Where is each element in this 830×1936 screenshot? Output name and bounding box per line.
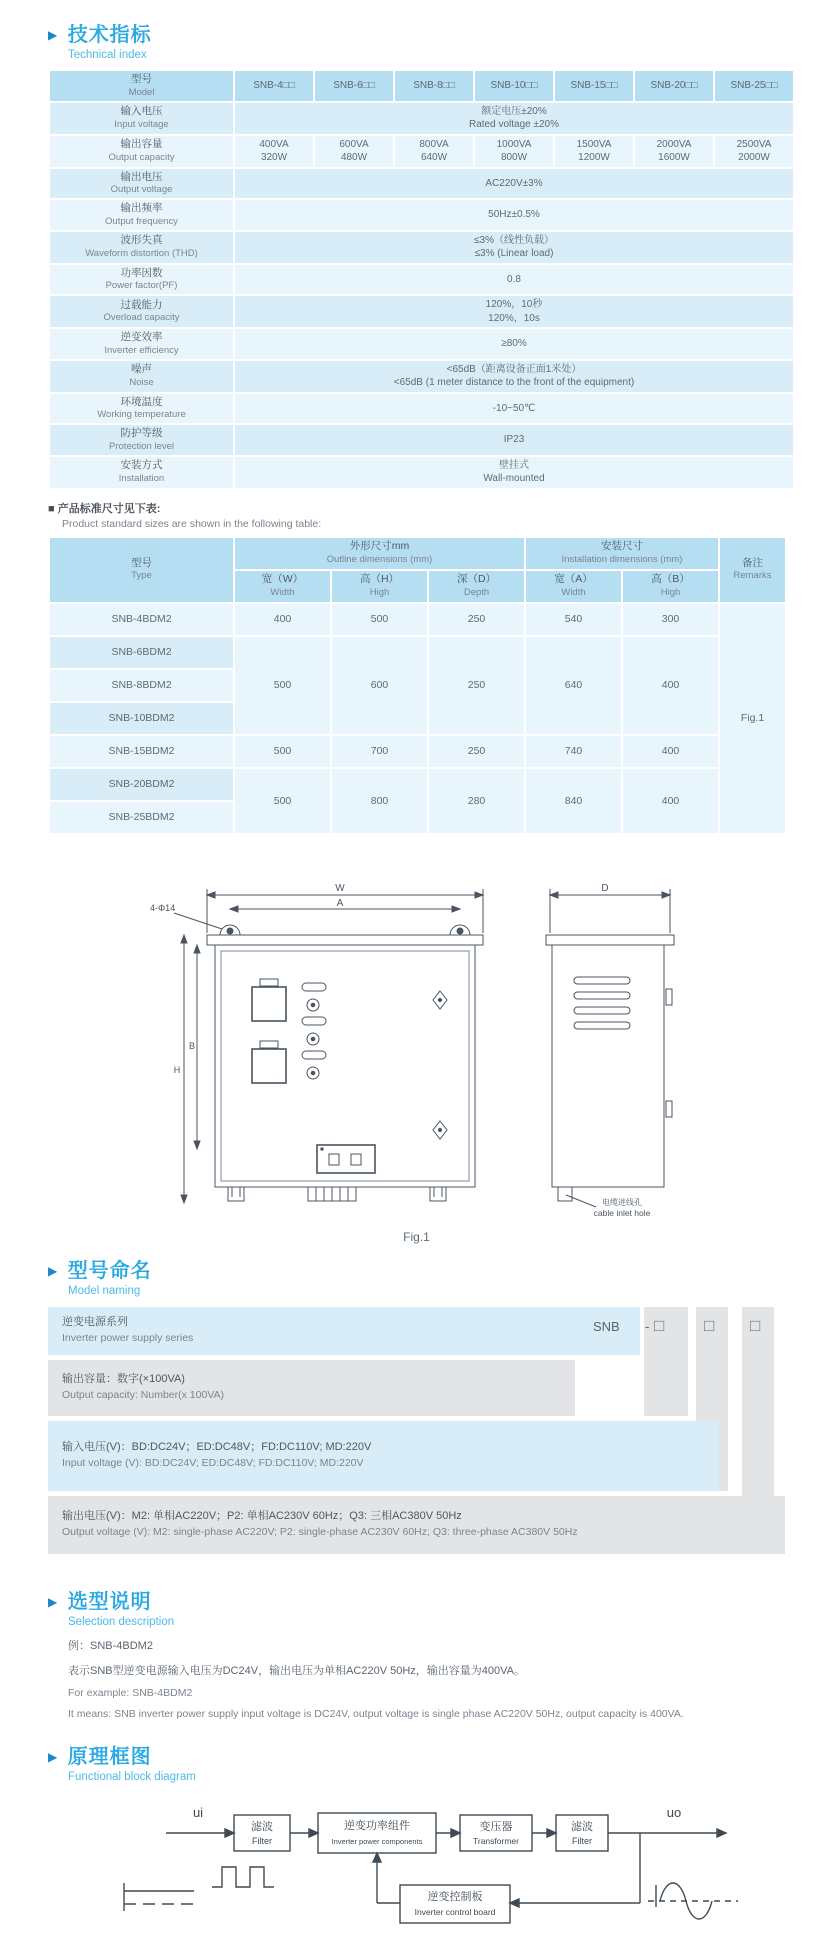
label-cn: 输出频率 [120, 202, 163, 215]
label-cn: 型号 [131, 73, 152, 85]
block-control-cn: 逆变控制板 [427, 1890, 483, 1903]
spec-row-pf [50, 265, 793, 295]
block-filter2-cn: 滤波 [571, 1820, 593, 1833]
block-diagram-svg [108, 1791, 758, 1931]
capacity-cell [635, 136, 713, 167]
block-power-cn: 逆变功率组件 [344, 1819, 410, 1832]
spec-value-cell [235, 329, 793, 359]
naming-cn: 逆变电源系列 [62, 1316, 128, 1329]
block-diagram [108, 1791, 785, 1936]
dim-col-header [623, 571, 718, 602]
dim-cell: 800 [332, 769, 427, 833]
label-cn: 深（D） [456, 573, 497, 586]
spec-value-cell [235, 265, 793, 295]
section-subtitle: Functional block diagram [68, 1770, 196, 1783]
model-code: SNB [593, 1318, 620, 1334]
dim-row [50, 604, 785, 635]
label-en: Model [128, 86, 155, 98]
spec-row-input-voltage [50, 103, 793, 134]
capacity-cell [395, 136, 473, 167]
type-cell: SNB-4BDM2 [50, 604, 233, 635]
label-en: Input voltage [114, 118, 169, 130]
dim-label-b: B [188, 1040, 195, 1051]
label-en: Depth [463, 586, 490, 598]
value-line: <65dB（距离设备正面1米处） [446, 363, 582, 375]
capacity-cell [715, 136, 793, 167]
block-transformer-cn: 变压器 [479, 1820, 513, 1833]
dim-cell: 300 [623, 604, 718, 635]
spec-row-noise [50, 361, 793, 392]
section-technical-index-header [48, 18, 785, 61]
spec-label-cell [50, 425, 233, 455]
naming-cn: 输出电压(V)：M2: 单相AC220V；P2: 单相AC230V 60Hz；Q3: 三相AC380V 50Hz [62, 1510, 462, 1523]
dim-cell: 400 [623, 637, 718, 734]
type-cell: SNB-6BDM2 [50, 637, 233, 668]
type-cell: SNB-10BDM2 [50, 703, 233, 734]
dim-install-header [526, 538, 718, 569]
label-en: Working temperature [97, 409, 186, 421]
w: 480W [340, 152, 368, 164]
value-line: 50Hz±0.5% [488, 209, 540, 221]
spec-value-cell [235, 169, 793, 199]
va: 2000VA [656, 138, 692, 150]
w: 1600W [658, 152, 690, 164]
va: 2500VA [736, 138, 772, 150]
label-en: Power factor(PF) [105, 280, 178, 292]
section-title: 原理框图 [67, 1745, 152, 1768]
cabinet-drawing [122, 849, 712, 1226]
model-header-cell: SNB-20□□ [635, 71, 713, 101]
label-cn: 输入电压 [120, 105, 163, 118]
dim-cell: 500 [235, 736, 330, 767]
dim-cell: 840 [526, 769, 621, 833]
value-line: <65dB (1 meter distance to the front of the equipment) [393, 377, 635, 389]
dim-cell: 400 [623, 736, 718, 767]
spec-label-cell [50, 232, 233, 263]
value-line: 0.8 [507, 273, 521, 285]
naming-diagram [48, 1307, 785, 1563]
section-arrow-icon: ▶ [48, 1749, 58, 1764]
spec-row-output-voltage [50, 169, 793, 199]
capacity-cell [555, 136, 633, 167]
dim-row [50, 736, 785, 767]
dim-cell: 400 [235, 604, 330, 635]
dim-cell: 500 [235, 769, 330, 833]
dim-cell: 500 [332, 604, 427, 635]
label-cn: 逆变效率 [120, 331, 163, 344]
label-cn: 外形尺寸mm [349, 540, 410, 553]
label-cn: 备注 [742, 556, 764, 569]
spec-label-cell [50, 200, 233, 230]
block-control-en: Inverter control board [414, 1906, 496, 1917]
spec-label-cell [50, 457, 233, 488]
section-model-naming-header [48, 1254, 785, 1297]
section-block-diagram-header [48, 1740, 785, 1783]
spec-label-cell [50, 296, 233, 327]
va: 400VA [259, 138, 289, 150]
naming-cn: 输入电压(V)：BD:DC24V；ED:DC48V；FD:DC110V; MD:220V [62, 1441, 372, 1454]
model-header-cell: SNB-4□□ [235, 71, 313, 101]
section-arrow-icon: ▶ [48, 1594, 58, 1609]
spec-label-cell [50, 265, 233, 295]
naming-row-output-voltage [48, 1496, 785, 1554]
model-code-box: □ [704, 1315, 715, 1335]
spec-row-protection [50, 425, 793, 455]
section-title: 型号命名 [67, 1259, 152, 1282]
section-subtitle: Technical index [68, 49, 147, 61]
model-header-cell: SNB-15□□ [555, 71, 633, 101]
naming-en: Inverter power supply series [62, 1331, 194, 1344]
selection-line: For example: SNB-4BDM2 [68, 1686, 193, 1699]
dim-label-w: W [334, 882, 345, 894]
w: 2000W [738, 152, 770, 164]
value-line: ≤3% (Linear load) [474, 248, 554, 260]
type-cell: SNB-8BDM2 [50, 670, 233, 701]
spec-row-frequency [50, 200, 793, 230]
value-line: 120%，10s [488, 312, 540, 324]
dim-outline-header [235, 538, 524, 569]
va: 1000VA [496, 138, 532, 150]
page-content [48, 0, 785, 1936]
value-line: AC220V±3% [485, 177, 543, 189]
label-en: Outline dimensions (mm) [326, 553, 433, 565]
dim-cell: 700 [332, 736, 427, 767]
va: 800VA [419, 138, 449, 150]
label-en: Width [270, 586, 295, 598]
type-cell: SNB-25BDM2 [50, 802, 233, 833]
naming-en: Output voltage (V): M2: single-phase AC220V; P2: single-phase AC230V 60Hz; Q3: three-phase AC380V 50Hz [62, 1525, 578, 1538]
naming-row-input-voltage [48, 1421, 719, 1491]
uo-label: uo [666, 1804, 682, 1820]
value-line: 额定电压±20% [481, 105, 547, 117]
spec-value-cell [235, 103, 793, 134]
spec-value-cell [235, 296, 793, 327]
value-line: 壁挂式 [499, 459, 529, 471]
label-cn: 安装尺寸 [601, 540, 644, 553]
w: 800W [500, 152, 528, 164]
label-cn: 环境温度 [120, 395, 163, 408]
section-title: 技术指标 [67, 24, 152, 46]
dim-cell: 740 [526, 736, 621, 767]
cable-inlet-label-en: cable inlet hole [593, 1207, 650, 1218]
spec-row-temperature [50, 394, 793, 424]
remarks-cell: Fig.1 [720, 604, 785, 833]
section-subtitle: Selection description [68, 1615, 175, 1628]
dim-col-header [429, 571, 524, 602]
dim-label-a: A [336, 897, 343, 909]
note-cn: ■ 产品标准尺寸见下表: [48, 502, 161, 515]
spec-label-cell [50, 71, 233, 101]
label-en: Protection level [109, 440, 174, 452]
label-cn: 宽（W） [261, 573, 304, 586]
label-cn: 高（B） [651, 573, 690, 586]
spec-label-cell [50, 394, 233, 424]
model-code-box: □ [654, 1315, 665, 1335]
spec-row-capacity [50, 136, 793, 167]
label-en: High [369, 586, 390, 598]
model-header-cell: SNB-10□□ [475, 71, 553, 101]
label-en: Output capacity [108, 151, 175, 163]
va: 600VA [339, 138, 369, 150]
label-en: High [660, 586, 681, 598]
spec-label-cell [50, 329, 233, 359]
block-power-en: Inverter power components [331, 1836, 423, 1846]
dim-cell: 500 [235, 637, 330, 734]
label-en: Installation [118, 472, 165, 484]
spec-label-cell [50, 169, 233, 199]
spec-value-cell [235, 200, 793, 230]
dim-header-row-1 [50, 538, 785, 569]
section-selection-header [48, 1585, 785, 1628]
spec-label-cell [50, 361, 233, 392]
dim-row [50, 769, 785, 800]
value-line: 120%，10秒 [485, 299, 543, 311]
model-header-cell: SNB-25□□ [715, 71, 793, 101]
value-line: ≤3%（线性负载） [474, 234, 554, 246]
naming-cn: 输出容量：数字(×100VA) [62, 1373, 185, 1386]
spec-row-model [50, 71, 793, 101]
naming-en: Output capacity: Number(x 100VA) [62, 1388, 225, 1401]
label-en: Output voltage [110, 184, 173, 196]
capacity-cell [235, 136, 313, 167]
label-en: Waveform distortion (THD) [85, 247, 198, 259]
model-code-box: □ [750, 1315, 761, 1335]
dim-cell: 400 [623, 769, 718, 833]
label-en: Overload capacity [103, 312, 180, 324]
w: 1200W [578, 152, 610, 164]
section-arrow-icon: ▶ [48, 28, 58, 42]
spec-value-cell [235, 361, 793, 392]
label-cn: 输出容量 [120, 138, 163, 151]
va: 1500VA [576, 138, 612, 150]
spec-row-efficiency [50, 329, 793, 359]
spec-value-cell [235, 232, 793, 263]
model-code-row [48, 1315, 785, 1343]
w: 640W [420, 152, 448, 164]
block-filter2-en: Filter [572, 1835, 592, 1846]
dim-cell: 280 [429, 769, 524, 833]
standard-size-note [48, 500, 785, 530]
dim-type-header [50, 538, 233, 602]
label-en: Inverter efficiency [104, 344, 179, 356]
spec-row-installation [50, 457, 793, 488]
dim-label-h: H [173, 1064, 180, 1075]
dim-col-header [332, 571, 427, 602]
value-line: ≥80% [501, 338, 527, 350]
spec-row-overload [50, 296, 793, 327]
block-transformer-en: Transformer [473, 1835, 519, 1846]
label-cn: 过载能力 [120, 298, 163, 311]
w: 320W [260, 152, 288, 164]
dimension-table [48, 536, 787, 835]
dim-cell: 250 [429, 604, 524, 635]
cable-inlet-label-cn: 电缆进线孔 [601, 1197, 642, 1207]
label-cn: 功率因数 [120, 266, 163, 279]
block-filter1-en: Filter [252, 1835, 272, 1846]
section-subtitle: Model naming [68, 1284, 141, 1297]
model-header-cell: SNB-8□□ [395, 71, 473, 101]
selection-body [68, 1637, 785, 1720]
spec-row-thd [50, 232, 793, 263]
capacity-cell [475, 136, 553, 167]
selection-line: It means: SNB inverter power supply input voltage is DC24V, output voltage is single phase AC220V 50Hz, output capacity is 400VA. [68, 1707, 684, 1720]
section-arrow-icon: ▶ [48, 1263, 58, 1278]
type-cell: SNB-15BDM2 [50, 736, 233, 767]
label-cn: 波形失真 [120, 234, 163, 247]
spec-label-cell [50, 136, 233, 167]
block-filter1-cn: 滤波 [251, 1820, 273, 1833]
dim-col-header [526, 571, 621, 602]
note-en: Product standard sizes are shown in the following table: [62, 517, 322, 530]
section-title: 选型说明 [67, 1590, 152, 1613]
selection-line: 例：SNB-4BDM2 [68, 1639, 153, 1652]
spec-value-cell [235, 457, 793, 488]
label-cn: 输出电压 [120, 170, 163, 183]
label-en: Output frequency [105, 215, 178, 227]
label-en: Noise [129, 376, 154, 388]
model-code-dash: - [645, 1318, 650, 1334]
spec-label-cell [50, 103, 233, 134]
value-line: IP23 [503, 434, 525, 446]
dim-label-d: D [600, 882, 609, 894]
dim-remarks-header [720, 538, 785, 602]
cabinet-drawing-svg [122, 849, 712, 1221]
label-en: Remarks [733, 570, 772, 582]
label-cn: 噪声 [131, 363, 152, 376]
fig1-caption: Fig.1 [403, 1229, 430, 1244]
label-en: Width [561, 586, 586, 598]
model-header-cell: SNB-6□□ [315, 71, 393, 101]
capacity-cell [315, 136, 393, 167]
dim-col-header [235, 571, 330, 602]
label-cn: 宽（A） [554, 573, 593, 586]
selection-line: 表示SNB型逆变电源输入电压为DC24V，输出电压为单相AC220V 50Hz，输出容量为400VA。 [68, 1664, 525, 1677]
label-en: Installation dimensions (mm) [561, 553, 683, 565]
label-cn: 防护等级 [120, 427, 163, 440]
dim-cell: 640 [526, 637, 621, 734]
spec-table [48, 69, 795, 490]
dim-cell: 250 [429, 736, 524, 767]
spec-value-cell [235, 425, 793, 455]
label-cn: 型号 [131, 556, 152, 569]
dim-cell: 540 [526, 604, 621, 635]
label-cn: 高（H） [359, 573, 400, 586]
type-cell: SNB-20BDM2 [50, 769, 233, 800]
dim-cell: 250 [429, 637, 524, 734]
label-en: Type [131, 570, 152, 582]
value-line: -10~50℃ [492, 402, 536, 414]
dim-cell: 600 [332, 637, 427, 734]
dim-row [50, 637, 785, 668]
naming-en: Input voltage (V): BD:DC24V; ED:DC48V; FD:DC110V; MD:220V [62, 1456, 364, 1469]
label-cn: 安装方式 [120, 459, 163, 472]
spec-value-cell [235, 394, 793, 424]
naming-row-capacity [48, 1360, 575, 1416]
mounting-holes-label: 4-Φ14 [149, 902, 175, 913]
value-line: Rated voltage ±20% [469, 119, 559, 131]
ui-label: ui [192, 1804, 204, 1820]
value-line: Wall-mounted [483, 473, 545, 485]
